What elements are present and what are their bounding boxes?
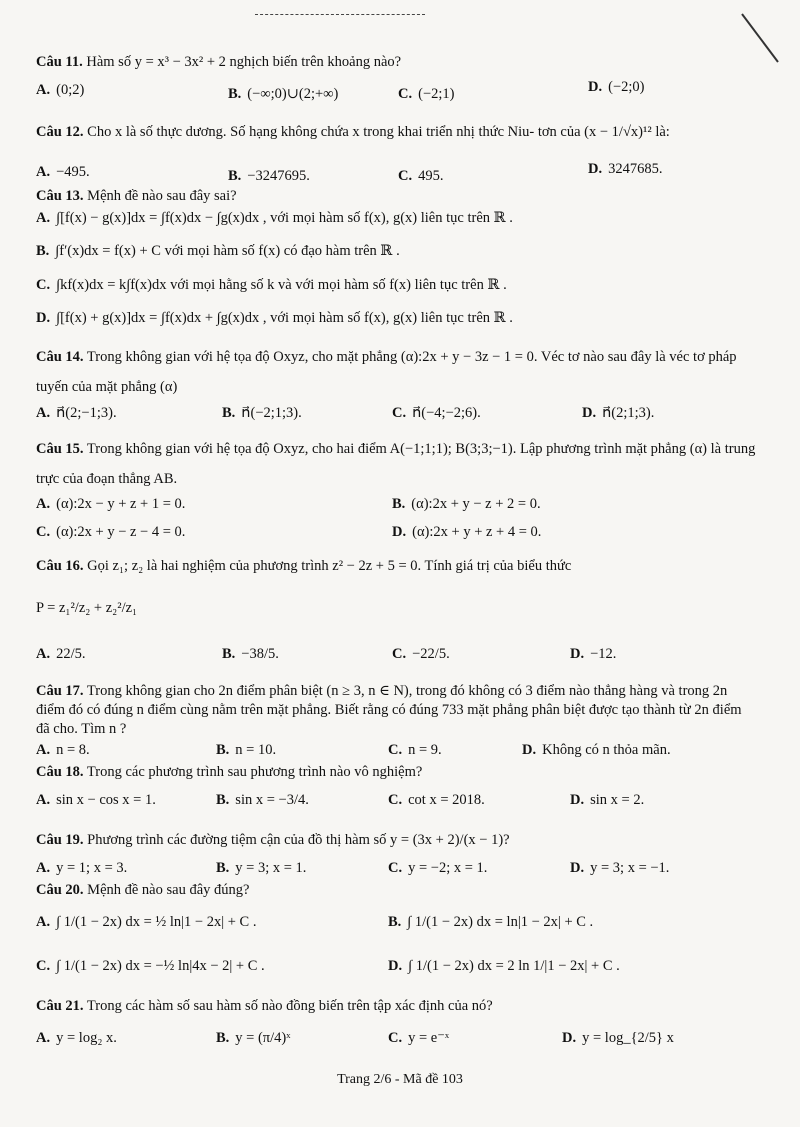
- question-16-options: A. 22/5. B. −38/5. C. −22/5. D. −12.: [36, 646, 617, 662]
- question-21-stem: Câu 21. Trong các hàm số sau hàm số nào đồng biến trên tập xác định của nó?: [36, 998, 493, 1014]
- question-13-stem: Câu 13. Mệnh đề nào sau đây sai?: [36, 188, 237, 204]
- question-20-options-cd: C. ∫ 1/(1 − 2x) dx = −½ ln|4x − 2| + C . D. ∫ 1/(1 − 2x) dx = 2 ln 1/|1 − 2x| + C .: [36, 958, 620, 974]
- question-11-stem: Câu 11. Hàm số y = x³ − 3x² + 2 nghịch biến trên khoảng nào?: [36, 54, 402, 70]
- question-20-stem: Câu 20. Mệnh đề nào sau đây đúng?: [36, 882, 250, 898]
- question-13-option-c: C. ∫kf(x)dx = k∫f(x)dx với mọi hằng số k và với mọi hàm số f(x) liên tục trên ℝ .: [36, 277, 507, 293]
- question-12-options: A. −495. B. −3247695. C. 495. D. 3247685.: [36, 161, 663, 184]
- question-13-option-b: B. ∫f′(x)dx = f(x) + C với mọi hàm số f(x) có đạo hàm trên ℝ .: [36, 243, 400, 259]
- question-16-expression: P = z₁²/z₂ + z₂²/z₁: [36, 600, 138, 616]
- question-19-stem: Câu 19. Phương trình các đường tiệm cận của đồ thị hàm số y = (3x + 2)/(x − 1)?: [36, 832, 510, 848]
- question-17-stem: Câu 17. Trong không gian cho 2n điểm phân biệt (n ≥ 3, n ∈ N), trong đó không có 3 điểm nào thẳng hàng và trong 2n điểm đó có đúng n điểm cùng nằm trên mặt phẳng. Biết rằng có đúng 733 mặt phẳng phân biệt được tạo thành từ 2n điểm đã cho. Tìm n ?: [36, 683, 742, 737]
- page-footer: Trang 2/6 - Mã đề 103: [337, 1072, 463, 1087]
- question-18-options: A. sin x − cos x = 1. B. sin x = −3/4. C. cot x = 2018. D. sin x = 2.: [36, 792, 645, 808]
- question-19-options: A. y = 1; x = 3. B. y = 3; x = 1. C. y = −2; x = 1. D. y = 3; x = −1.: [36, 860, 670, 876]
- question-14-options: A. n⃗(2;−1;3). B. n⃗(−2;1;3). C. n⃗(−4;−2;6). D. n⃗(2;1;3).: [36, 405, 655, 421]
- header-divider: [255, 14, 425, 15]
- question-15-stem: Câu 15. Trong không gian với hệ tọa độ Oxyz, cho hai điểm A(−1;1;1); B(3;3;−1). Lập phương trình mặt phẳng (α) là trung trực của đoạn thẳng AB.: [36, 441, 756, 487]
- question-14-stem: Câu 14. Trong không gian với hệ tọa độ Oxyz, cho mặt phẳng (α):2x + y − 3z − 1 = 0. Véc tơ nào sau đây là véc tơ pháp tuyến của mặt phẳng (α): [36, 349, 737, 395]
- question-12-stem: Câu 12. Cho x là số thực dương. Số hạng không chứa x trong khai triển nhị thức Niu- tơn của (x − 1/√x)¹² là:: [36, 124, 670, 140]
- question-11-options: A. (0;2) B. (−∞;0)∪(2;+∞) C. (−2;1) D. (−2;0): [36, 79, 645, 102]
- question-13-option-d: D. ∫[f(x) + g(x)]dx = ∫f(x)dx + ∫g(x)dx , với mọi hàm số f(x), g(x) liên tục trên ℝ .: [36, 310, 513, 326]
- question-15-options-ab: A. (α):2x − y + z + 1 = 0. B. (α):2x + y − z + 2 = 0.: [36, 496, 541, 512]
- question-20-options-ab: A. ∫ 1/(1 − 2x) dx = ½ ln|1 − 2x| + C . B. ∫ 1/(1 − 2x) dx = ln|1 − 2x| + C .: [36, 914, 594, 930]
- question-13-option-a: A. ∫[f(x) − g(x)]dx = ∫f(x)dx − ∫g(x)dx , với mọi hàm số f(x), g(x) liên tục trên ℝ .: [36, 210, 513, 226]
- question-15-options-cd: C. (α):2x + y − z − 4 = 0. D. (α):2x + y + z + 4 = 0.: [36, 524, 542, 540]
- question-17-options: A. n = 8. B. n = 10. C. n = 9. D. Không có n thỏa mãn.: [36, 742, 671, 758]
- question-21-options: A. y = log₂ x. B. y = (π/4)ˣ C. y = e⁻ˣ D. y = log_{2/5} x: [36, 1030, 674, 1046]
- question-16-stem: Câu 16. Gọi z₁; z₂ là hai nghiệm của phương trình z² − 2z + 5 = 0. Tính giá trị của biểu thức: [36, 558, 572, 574]
- question-18-stem: Câu 18. Trong các phương trình sau phương trình nào vô nghiệm?: [36, 764, 423, 780]
